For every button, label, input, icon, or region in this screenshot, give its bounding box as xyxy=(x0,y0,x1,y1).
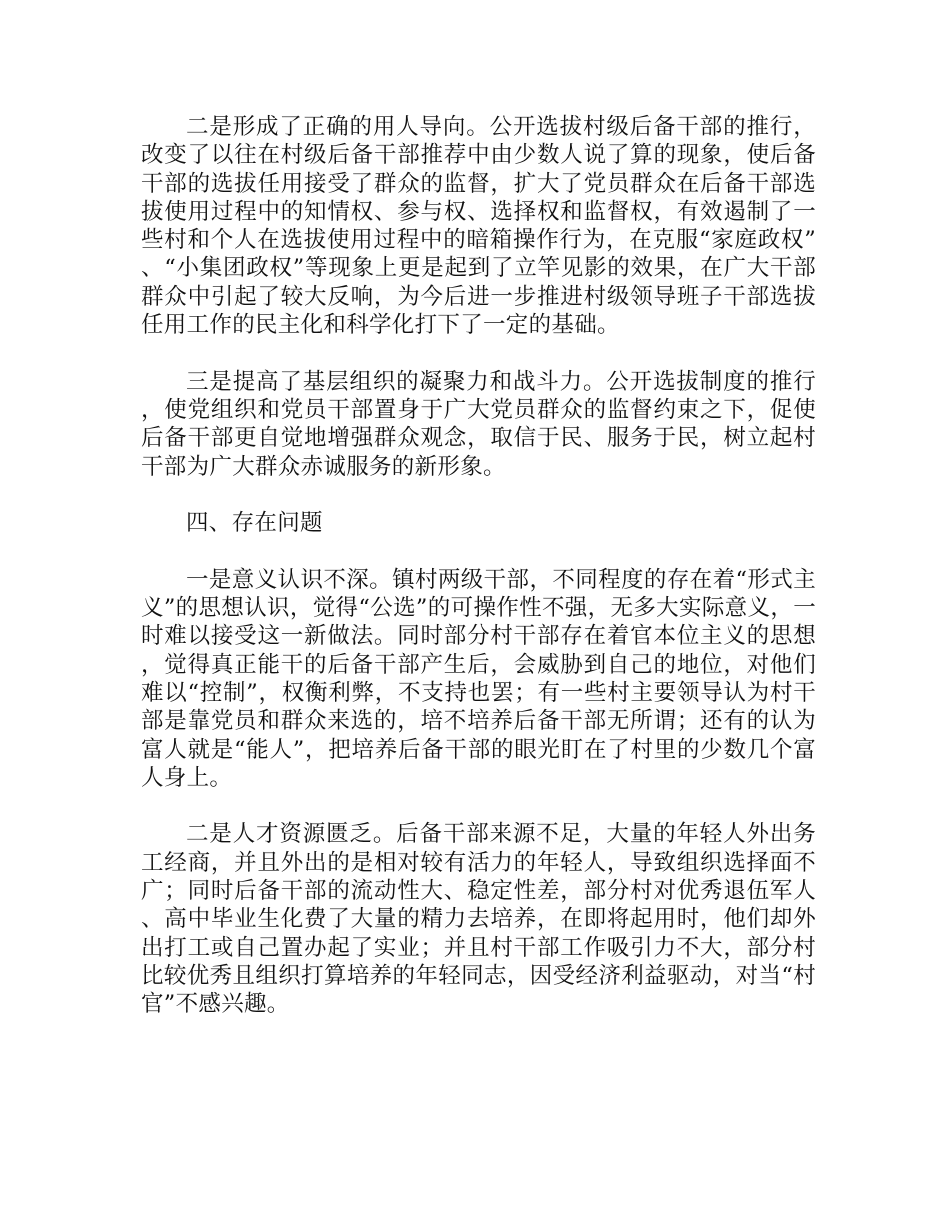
paragraph-talent-guidance: 二是形成了正确的用人导向。公开选拔村级后备干部的推行，改变了以往在村级后备干部推荐中由少数人说了算的现象，使后备干部的选拔任用接受了群众的监督，扩大了党员群众在后备干部选拔使用过程中的知情权、参与权、选择权和监督权，有效遏制了一些村和个人在选拔使用过程中的暗箱操作行为，在克服“家庭政权”、“小集团政权”等现象上更是起到了立竿见影的效果，在广大干部群众中引起了较大反响，为今后进一步推进村级领导班子干部选拔任用工作的民主化和科学化打下了一定的基础。 xyxy=(141,114,816,339)
paragraph-cohesion: 三是提高了基层组织的凝聚力和战斗力。公开选拔制度的推行，使党组织和党员干部置身于广大党员群众的监督约束之下，促使后备干部更自觉地增强群众观念，取信于民、服务于民，树立起村干部为广大群众赤诚服务的新形象。 xyxy=(141,368,816,480)
paragraph-awareness: 一是意义认识不深。镇村两级干部，不同程度的存在着“形式主义”的思想认识，觉得“公选”的可操作性不强，无多大实际意义，一时难以接受这一新做法。同时部分村干部存在着官本位主义的思想，觉得真正能干的后备干部产生后，会威胁到自己的地位，对他们难以“控制”，权衡利弊，不支持也罢；有一些村主要领导认为村干部是靠党员和群众来选的，培不培养后备干部无所谓；还有的认为富人就是“能人”，把培养后备干部的眼光盯在了村里的少数几个富人身上。 xyxy=(141,566,816,791)
paragraph-talent-shortage: 二是人才资源匮乏。后备干部来源不足，大量的年轻人外出务工经商，并且外出的是相对较有活力的年轻人，导致组织选择面不广；同时后备干部的流动性大、稳定性差，部分村对优秀退伍军人、高中毕业生化费了大量的精力去培养，在即将起用时，他们却外出打工或自己置办起了实业；并且村干部工作吸引力不大，部分村比较优秀且组织打算培养的年轻同志，因受经济利益驱动，对当“村官”不感兴趣。 xyxy=(141,821,816,1018)
document-body xyxy=(141,113,816,1047)
section-heading-problems: 四、存在问题 xyxy=(186,510,323,537)
